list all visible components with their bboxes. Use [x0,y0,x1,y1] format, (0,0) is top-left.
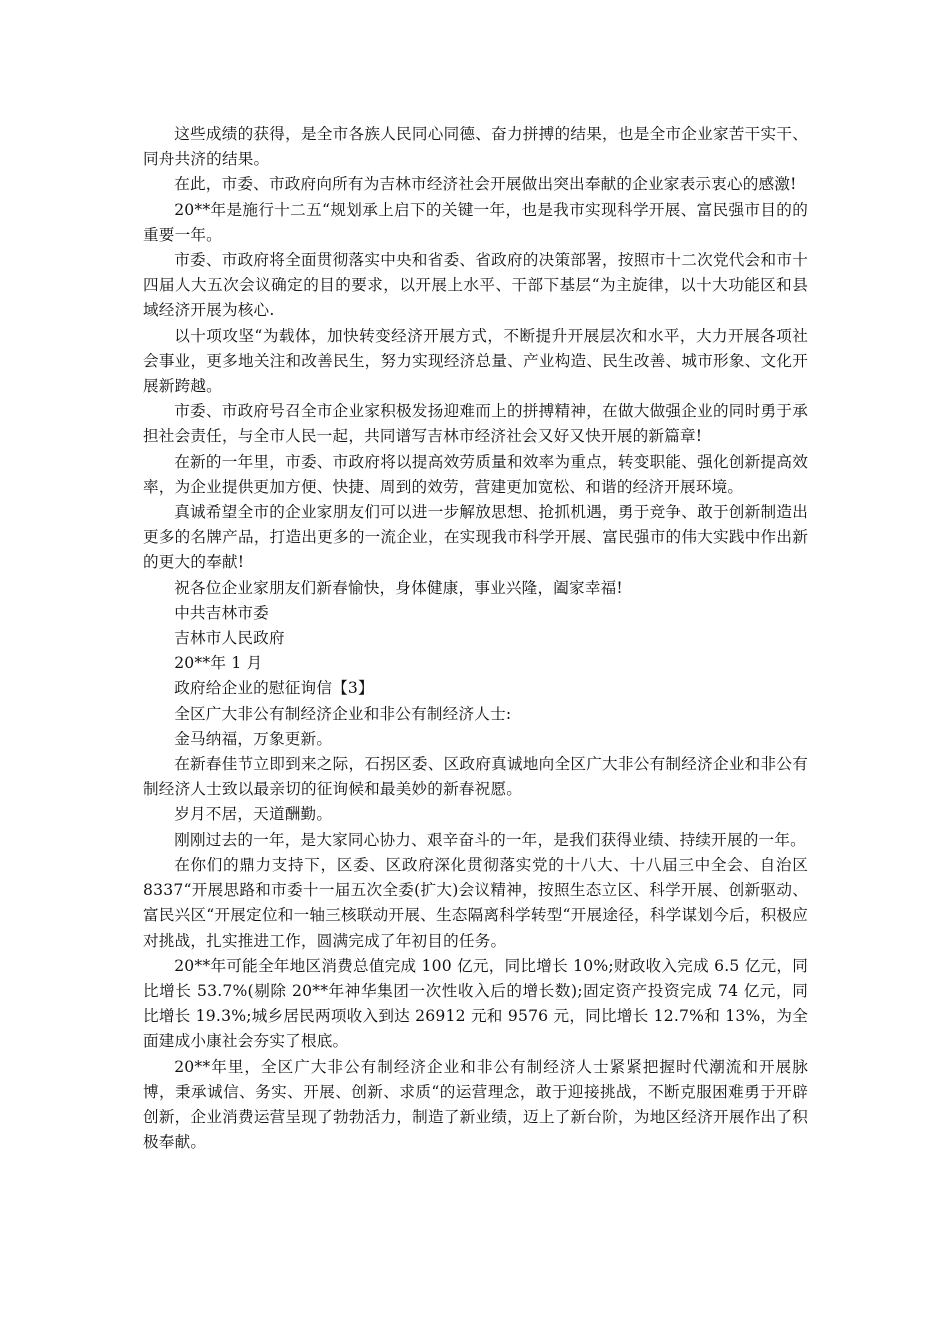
paragraph: 真诚希望全市的企业家朋友们可以进一步解放思想、抢抓机遇，勇于竞争、敢于创新制造出更多的名牌产品，打造出更多的一流企业，在实现我市科学开展、富民强市的伟大实践中作出新的更大的奉献! [143,503,808,572]
document-body [143,122,808,1155]
paragraph: 以十项攻坚“为载体，加快转变经济开展方式，不断提升开展层次和水平，大力开展各项社会事业，更多地关注和改善民生，努力实现经济总量、产业构造、民生改善、城市形象、文化开展新跨越。 [143,326,808,396]
signature-line: 吉林市人民政府 [174,629,285,648]
paragraph: 祝各位企业家朋友们新春愉快，身体健康，事业兴隆，阖家幸福! [174,578,623,597]
paragraph: 在你们的鼎力支持下，区委、区政府深化贯彻落实党的十八大、十八届三中全会、自治区 8337“开展思路和市委十一届五次全委(扩大)会议精神，按照生态立区、科学开展、创新驱动、富民兴区“开展定位和一轴三核联动开展、生态隔离科学转型“开展途径，科学谋划今后，积极应对挑战，扎实推进工作，圆满完成了年初目的任务。 [143,855,808,950]
paragraph: 在此，市委、市政府向所有为吉林市经济社会开展做出突出奉献的企业家表示衷心的感激! [174,175,797,194]
paragraph: 在新的一年里，市委、市政府将以提高效劳质量和效率为重点，转变职能、强化创新提高效率，为企业提供更加方便、快捷、周到的效劳，营建更加宽松、和谐的经济开展环境。 [143,452,808,496]
date-line: 20**年 1 月 [174,654,263,673]
salutation: 全区广大非公有制经济企业和非公有制经济人士: [174,704,512,723]
paragraph: 20**年可能全年地区消费总值完成 100 亿元，同比增长 10%;财政收入完成 6.5 亿元，同比增长 53.7%(剔除 20**年神华集团一次性收入后的增长数);固定资产投资完成 74 亿元，同比增长 19.3%;城乡居民两项收入到达 26912 元和 9576 元，同比增长 12.7%和 13%，为全面建成小康社会夯实了根底。 [143,956,808,1051]
signature-line: 中共吉林市委 [174,603,269,622]
paragraph: 在新春佳节立即到来之际，石拐区委、区政府真诚地向全区广大非公有制经济企业和非公有制经济人士致以最亲切的征询候和最美妙的新春祝愿。 [143,755,808,799]
paragraph: 20**年里，全区广大非公有制经济企业和非公有制经济人士紧紧把握时代潮流和开展脉博，秉承诚信、务实、开展、创新、求质“的运营理念，敢于迎接挑战，不断克服困难勇于开辟创新，企业消费运营呈现了勃勃活力，制造了新业绩，迈上了新台阶，为地区经济开展作出了积极奉献。 [143,1057,808,1152]
paragraph: 刚刚过去的一年，是大家同心协力、艰辛奋斗的一年，是我们获得业绩、持续开展的一年。 [174,830,806,849]
paragraph: 这些成绩的获得，是全市各族人民同心同德、奋力拼搏的结果，也是全市企业家苦干实干、同舟共济的结果。 [143,125,808,169]
paragraph: 20**年是施行十二五“规划承上启下的关键一年，也是我市实现科学开展、富民强市目的的重要一年。 [143,200,808,244]
paragraph: 岁月不居，天道酬勤。 [174,805,333,824]
paragraph: 市委、市政府将全面贯彻落实中央和省委、省政府的决策部署，按照市十二次党代会和市十四届人大五次会议确定的目的要求，以开展上水平、干部下基层“为主旋律，以十大功能区和县域经济开展为核心. [143,251,808,320]
section-heading: 政府给企业的慰征询信【3】 [174,679,374,698]
paragraph: 市委、市政府号召全市企业家积极发扬迎难而上的拼搏精神，在做大做强企业的同时勇于承担社会责任，与全市人民一起，共同谱写吉林市经济社会又好又快开展的新篇章! [143,402,808,446]
paragraph: 金马纳福，万象更新。 [174,729,333,748]
